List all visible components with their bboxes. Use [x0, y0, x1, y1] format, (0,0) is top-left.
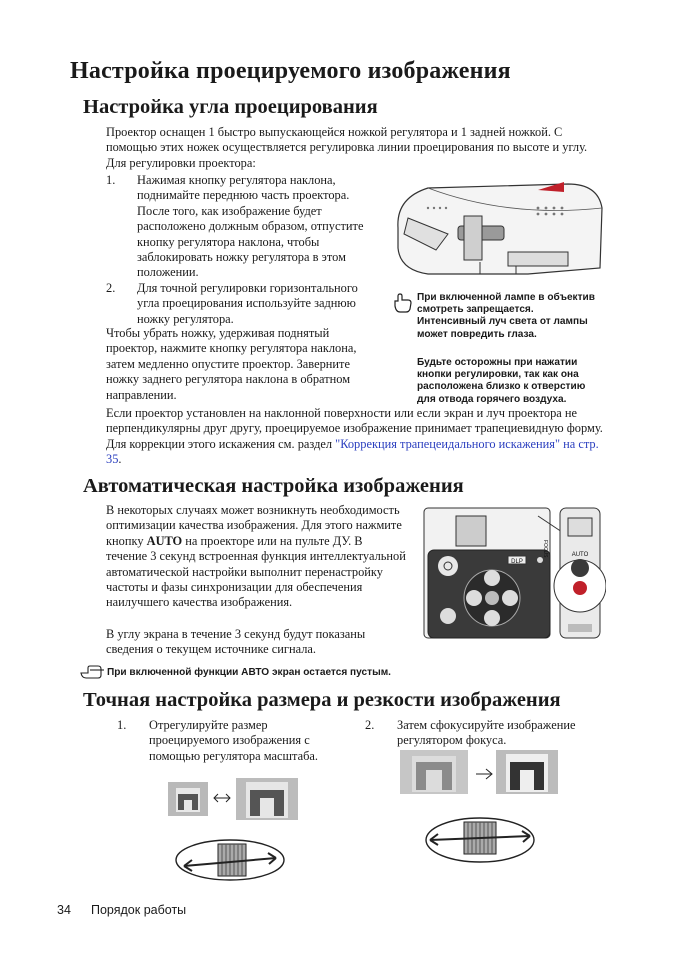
control-panel-illustration [418, 506, 606, 642]
step-text: Нажимая кнопку регулятора наклона, поднимайте переднюю часть проектора. После того, как изображение будет расположено должным образом, отпустите кнопку регулятора наклона, чтобы заблокировать ножку регулятора в этом положении. [137, 173, 364, 280]
page-title: Настройка проецируемого изображения [70, 58, 511, 84]
keystone-end: . [118, 452, 122, 467]
keystone-text: Если проектор установлен на наклонной поверхности или если экран и луч проектора не перпендикулярны друг другу, проецируемое изображение принимает трапециевидную форму. Для коррекции этого искажения см. раздел [106, 406, 603, 451]
dlp-logo-label: DLP [511, 559, 523, 565]
auto-button-label: AUTO [571, 552, 589, 558]
auto-paragraph [106, 503, 406, 611]
auto-text-b: на проекторе или на пульте ДУ. В течение 3 секунд встроенная функция интеллектуальной автоматической настройки выполнит перенастройку частоты и фазы синхронизации для обеспечения наилучшего качества изображения. [106, 533, 406, 610]
adjust-steps-list [106, 173, 374, 327]
signal-info-paragraph: В углу экрана в течение 3 секунд будут показаны сведения о текущем источнике сигнала. [106, 627, 366, 657]
auto-key-label: AUTO [146, 533, 183, 548]
page-number: 34 [57, 903, 71, 917]
step-number: 2. [365, 718, 375, 732]
zoom-step-text: Отрегулируйте размер проецируемого изображения с помощью регулятора масштаба. [149, 718, 318, 763]
focus-ring-label: FOCUS [542, 540, 548, 558]
warning-hot-air-text: Будьте осторожны при нажатии кнопки регулировки, так как она расположена близко к отверстию для отвода горячего воздуха. [417, 357, 586, 405]
section-heading-size-sharpness: Точная настройка размера и резкости изображения [83, 689, 561, 711]
step-number: 2. [106, 280, 116, 295]
warning-hand-icon [392, 292, 414, 314]
section-heading-auto-adjust: Автоматическая настройка изображения [83, 475, 464, 497]
projector-tilt-illustration [388, 178, 604, 278]
keystone-link[interactable]: "Коррекция трапецеидального искажения" на стр. 35 [106, 436, 599, 467]
step-number: 1. [117, 718, 127, 732]
list-item [106, 173, 374, 281]
note-hand-icon [80, 664, 106, 680]
step-text: Для точной регулировки горизонтального угла проецирования используйте заднюю ножку регулятора. [137, 280, 358, 326]
keystone-paragraph [106, 406, 604, 468]
intro-paragraph: Проектор оснащен 1 быстро выпускающейся ножкой регулятора и 1 задней ножкой. С помощью этих ножек осуществляется регулировка линии проецирования по высоте и углу. Для регулировки проектора: [106, 125, 588, 170]
warning-lamp-text: При включенной лампе в объектив смотреть запрещается. Интенсивный луч света от лампы может повредить глаза. [417, 292, 595, 340]
step-number: 1. [106, 173, 116, 187]
auto-text-a: В некоторых случаях может возникнуть необходимость оптимизации качества изображения. Для этого нажмите кнопку [106, 503, 402, 548]
section-heading-projection-angle: Настройка угла проецирования [83, 96, 378, 118]
list-item [106, 281, 374, 327]
focus-illustration [400, 748, 560, 872]
footer-section-title: Порядок работы [91, 903, 187, 917]
remove-foot-paragraph: Чтобы убрать ножку, удерживая поднятый проектор, нажмите кнопку регулятора наклона, затем медленно опустите проектор. Заверните ножку заднего регулятора наклона в обратном направлении. [106, 326, 357, 402]
auto-note-text: При включенной функции АВТО экран остается пустым. [107, 667, 391, 678]
zoom-illustration [160, 776, 310, 888]
focus-step-text: Затем сфокусируйте изображение регулятором фокуса. [397, 718, 576, 748]
